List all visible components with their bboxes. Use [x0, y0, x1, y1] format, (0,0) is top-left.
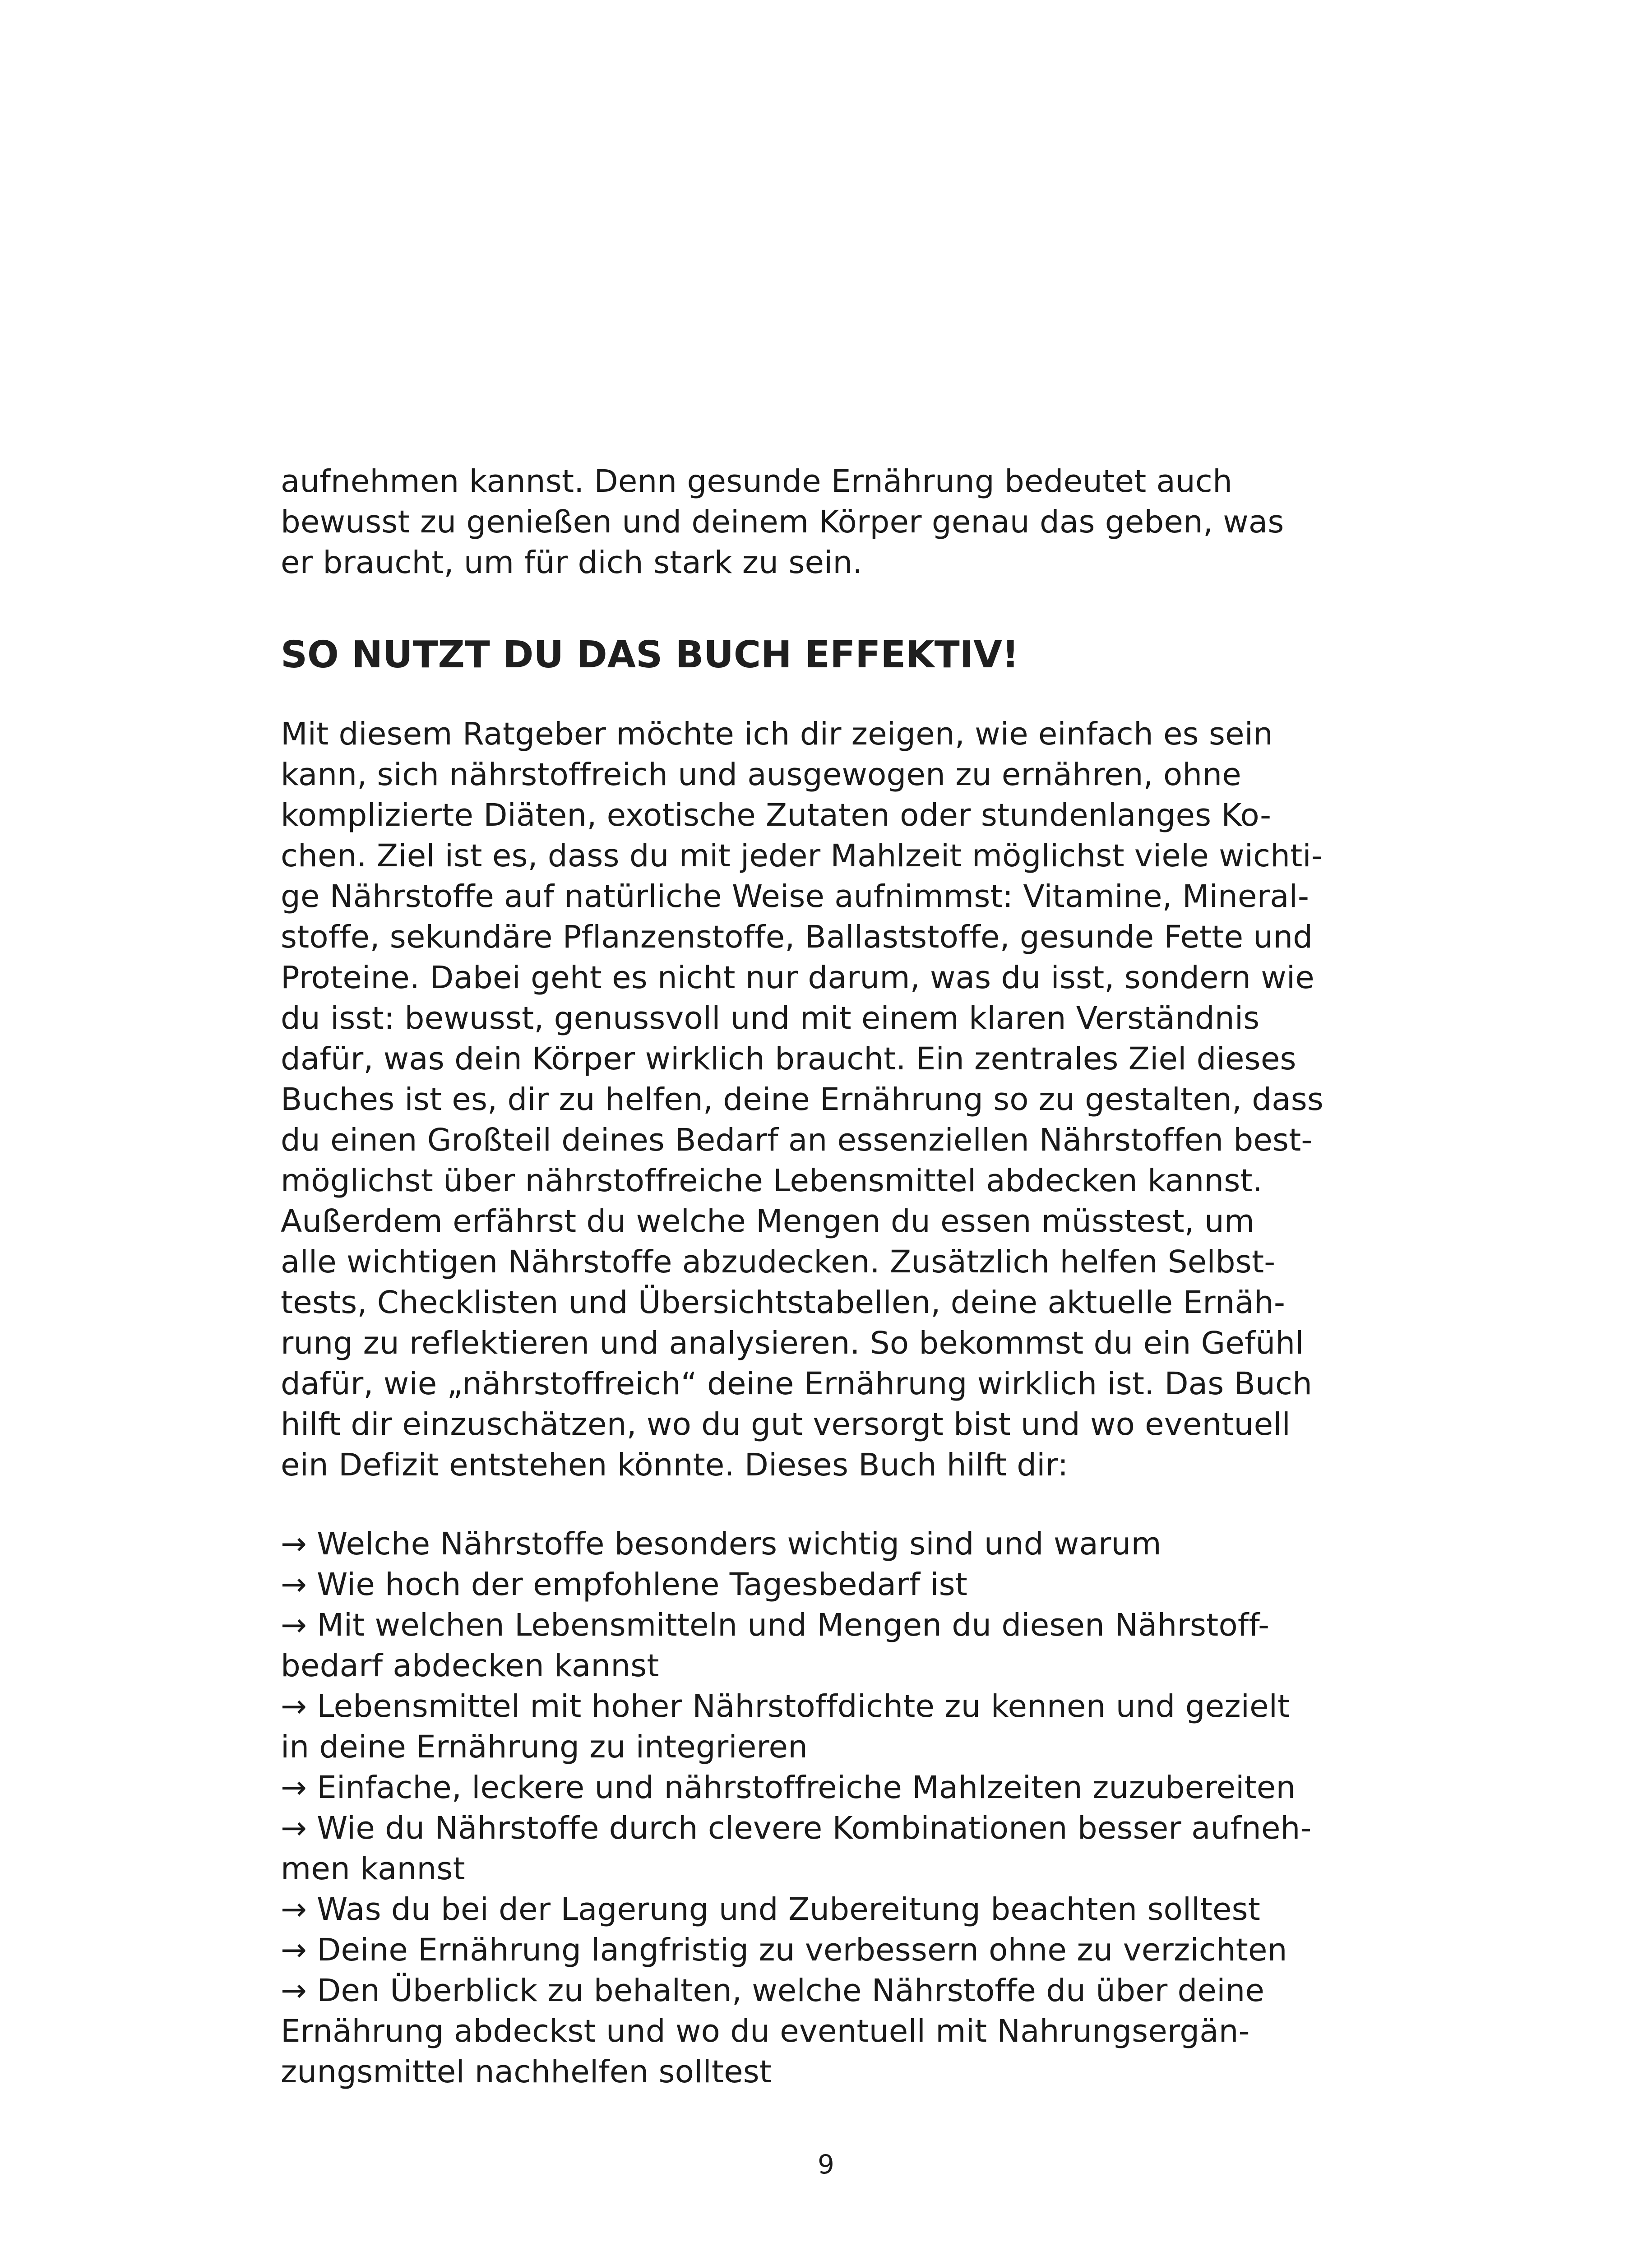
- text-line: komplizierte Diäten, exotische Zutaten oder stundenlanges Ko-: [281, 797, 1272, 833]
- text-line: möglichst über nährstoffreiche Lebensmittel abdecken kannst.: [281, 1163, 1263, 1199]
- text-line: aufnehmen kannst. Denn gesunde Ernährung bedeutet auch: [281, 463, 1232, 499]
- list-item: → Lebensmittel mit hoher Nährstoffdichte zu kennen und gezielt: [281, 1688, 1290, 1724]
- text-line: alle wichtigen Nährstoffe abzudecken. Zusätzlich helfen Selbst-: [281, 1244, 1276, 1280]
- body-paragraph: [281, 714, 1400, 1485]
- list-item: → Wie hoch der empfohlene Tagesbedarf ist: [281, 1567, 968, 1603]
- text-line: dafür, was dein Körper wirklich braucht. Ein zentrales Ziel dieses: [281, 1041, 1296, 1077]
- list-item: → Den Überblick zu behalten, welche Nährstoffe du über deine: [281, 1973, 1265, 2009]
- list-item: → Einfache, leckere und nährstoffreiche Mahlzeiten zuzubereiten: [281, 1770, 1296, 1806]
- text-line: bewusst zu genießen und deinem Körper genau das geben, was: [281, 504, 1284, 540]
- text-line: er braucht, um für dich stark zu sein.: [281, 545, 863, 581]
- text-line: tests, Checklisten und Übersichtstabellen, deine aktuelle Ernäh-: [281, 1285, 1286, 1321]
- list-item: → Wie du Nährstoffe durch clevere Kombinationen besser aufneh-: [281, 1810, 1312, 1846]
- section-heading: SO NUTZT DU DAS BUCH EFFEKTIV!: [281, 633, 1019, 676]
- list-item-continuation: Ernährung abdeckst und wo du eventuell mit Nahrungsergän-: [281, 2013, 1250, 2049]
- list-item-continuation: in deine Ernährung zu integrieren: [281, 1729, 808, 1765]
- list-item: → Welche Nährstoffe besonders wichtig sind und warum: [281, 1526, 1161, 1562]
- text-line: rung zu reflektieren und analysieren. So bekommst du ein Gefühl: [281, 1325, 1304, 1361]
- text-line: Mit diesem Ratgeber möchte ich dir zeigen, wie einfach es sein: [281, 716, 1273, 752]
- list-item: → Was du bei der Lagerung und Zubereitung beachten solltest: [281, 1891, 1260, 1928]
- list-item-continuation: bedarf abdecken kannst: [281, 1648, 659, 1684]
- text-line: chen. Ziel ist es, dass du mit jeder Mahlzeit möglichst viele wichti-: [281, 838, 1323, 874]
- list-item-continuation: zungsmittel nachhelfen solltest: [281, 2054, 772, 2090]
- bullet-list: [281, 1524, 1400, 2092]
- text-line: hilft dir einzuschätzen, wo du gut versorgt bist und wo eventuell: [281, 1406, 1291, 1442]
- list-item: → Mit welchen Lebensmitteln und Mengen du diesen Nährstoff-: [281, 1607, 1270, 1643]
- intro-paragraph: [281, 461, 1400, 583]
- list-item: → Deine Ernährung langfristig zu verbessern ohne zu verzichten: [281, 1932, 1287, 1968]
- text-line: ge Nährstoffe auf natürliche Weise aufnimmst: Vitamine, Mineral-: [281, 878, 1310, 915]
- text-line: du isst: bewusst, genussvoll und mit einem klaren Verständnis: [281, 1000, 1260, 1036]
- text-line: kann, sich nährstoffreich und ausgewogen zu ernähren, ohne: [281, 757, 1241, 793]
- text-line: ein Defizit entstehen könnte. Dieses Buch hilft dir:: [281, 1447, 1069, 1483]
- text-line: dafür, wie „nährstoffreich“ deine Ernährung wirklich ist. Das Buch: [281, 1366, 1313, 1402]
- text-line: Außerdem erfährst du welche Mengen du essen müsstest, um: [281, 1203, 1255, 1239]
- text-line: du einen Großteil deines Bedarf an essenziellen Nährstoffen best-: [281, 1122, 1313, 1158]
- text-line: Proteine. Dabei geht es nicht nur darum, was du isst, sondern wie: [281, 960, 1314, 996]
- text-line: stoffe, sekundäre Pflanzenstoffe, Ballaststoffe, gesunde Fette und: [281, 919, 1313, 955]
- text-line: Buches ist es, dir zu helfen, deine Ernährung so zu gestalten, dass: [281, 1082, 1324, 1118]
- page-number: 9: [818, 2149, 834, 2180]
- list-item-continuation: men kannst: [281, 1851, 465, 1887]
